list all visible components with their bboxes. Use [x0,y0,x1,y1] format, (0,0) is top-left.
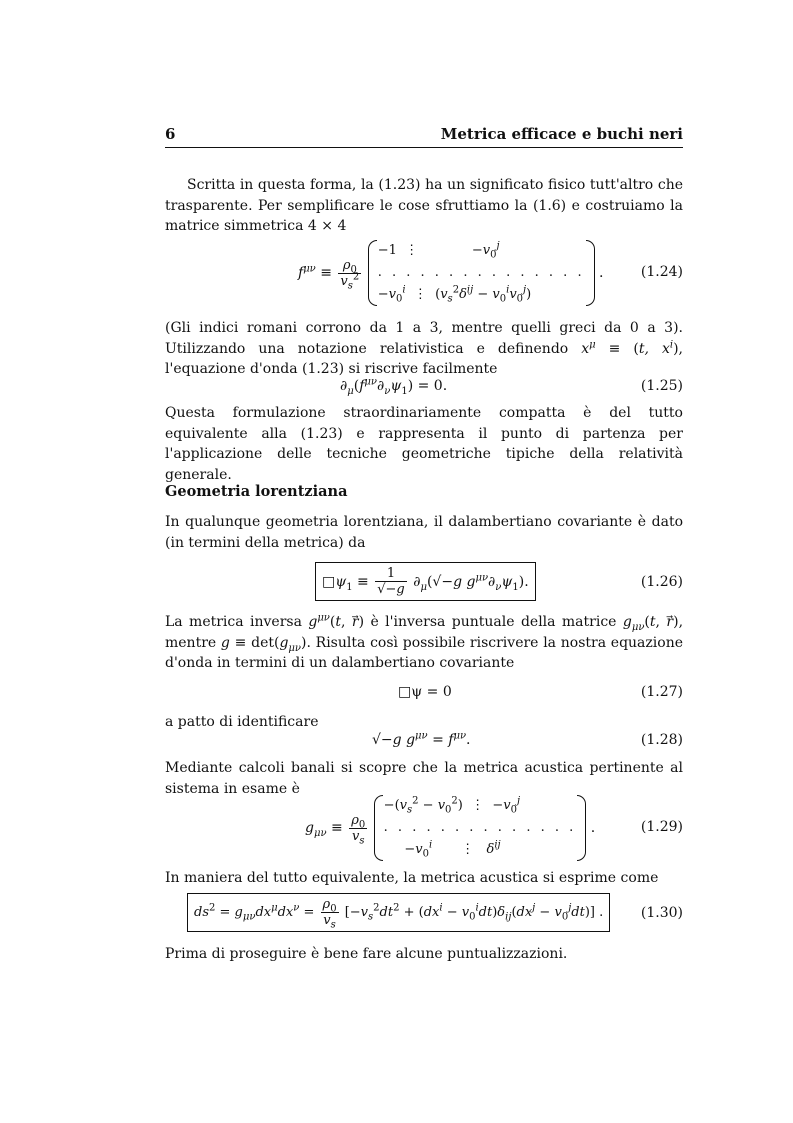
eq-number-1-26: (1.26) [640,574,683,590]
eq-number-1-30: (1.30) [640,905,683,921]
equation-1-30: $ds^2 = g_{\mu\nu}dx^\mu dx^\nu$ = $\frac{\rho_0}{v_s}$ $[-v_s^2dt^2 + (dx^i - v_0^idt)\delta_{ij}(dx^j - v_0^jdt)]$ . (1.30) [165,893,683,935]
equation-1-29: $g_{\mu\nu}$ ≡ $\frac{\rho_0}{v_s}$ $-(v_s^2 - v_0^2)$ ⋮ $-v_0^j$ . . . . . . . . . . . . . . $-v_0^i$ ⋮ $\delta^{ij}$ . (1.29) [305,795,683,860]
page-number: 6 [165,125,176,143]
paragraph-1: Scritta in questa forma, la (1.23) ha un significato fisico tutt'altro che trasparente. Per semplificare le cose sfruttiamo la (1.6) e costruiamo la matrice simmetrica 4 × 4 [165,177,683,234]
paragraph-6: a patto di identificare [165,714,319,730]
paragraph-9: Prima di proseguire è bene fare alcune puntualizzazioni. [165,946,568,962]
section-title: Geometria lorentziana [165,483,348,500]
matrix-g: $-(v_s^2 - v_0^2)$ ⋮ $-v_0^j$ . . . . . . . . . . . . . . $-v_0^i$ ⋮ $\delta^{ij}$ [374,795,587,861]
equation-1-25: $\partial_\mu(f^{\mu\nu}\partial_\nu\psi_1) = 0$. (1.25) [340,376,683,397]
paragraph-5: La metrica inversa $g^{\mu\nu}(t$, r⃗) è l'inversa puntuale della matrice $g_{\mu\nu}(t$, r⃗), mentre $g \equiv \det(g_{\mu\nu})$. Risulta così possibile riscrivere la nostra equazione d'onda in termini di un dalambertiano covariante [165,612,684,671]
eq-number-1-24: (1.24) [640,264,683,280]
paragraph-2: (Gli indici romani corrono da 1 a 3, mentre quelli greci da 0 a 3). Utilizzando una notazione relativistica e definendo $x^\mu \equiv (t$, $x^i$), l'equazione d'onda (1.23) si riscrive facilmente [165,320,684,377]
eq-number-1-27: (1.27) [640,684,683,700]
equation-1-26: $□\psi_1$ ≡ $\frac{1}{√-g}$ $\partial_\mu(√-g$ $g^{\mu\nu}\partial_\nu\psi_1$). (1.26) [165,562,683,606]
matrix-f: −1 ⋮ $-v_0^j$ . . . . . . . . . . . . . . . $-v_0^i$ ⋮ $(v_s^2\delta^{ij} - v_0^iv_0^j)$ [368,240,595,306]
paragraph-8: In maniera del tutto equivalente, la metrica acustica si esprime come [165,870,659,886]
running-title: Metrica efficace e buchi neri [440,125,683,143]
equation-1-27-text: □ψ = 0 [398,684,452,700]
paragraph-4: In qualunque geometria lorentziana, il dalambertiano covariante è dato (in termini della metrica) da [165,514,683,551]
eq-number-1-29: (1.29) [640,819,683,835]
running-header [165,125,683,148]
eq-number-1-25: (1.25) [640,378,683,394]
eq-number-1-28: (1.28) [640,732,683,748]
paragraph-7: Mediante calcoli banali si scopre che la metrica acustica pertinente al sistema in esame è [165,760,683,797]
equation-1-27 [165,684,683,706]
equation-1-28: √−g $g^{\mu\nu} = f^{\mu\nu}$. (1.28) [372,730,683,748]
paragraph-3: Questa formulazione straordinariamente compatta è del tutto equivalente alla (1.23) e rappresenta il punto di partenza per l'applicazione delle tecniche geometriche tipiche della relatività generale. [165,405,683,483]
equation-1-24: $f^{\mu\nu}$ ≡ $\frac{\rho_0}{v_s^2}$ −1 ⋮ $-v_0^j$ . . . . . . . . . . . . . . . $-v_0^i$ ⋮ $(v_s^2\delta^{ij} - v_0^iv_0^j)$ . (1.24) [298,240,683,305]
